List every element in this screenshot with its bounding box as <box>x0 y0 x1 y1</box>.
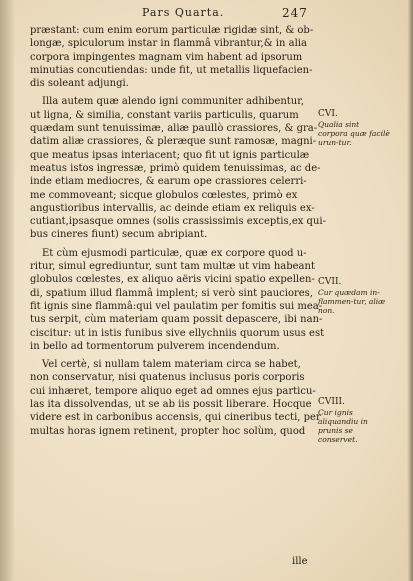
page-number: 247 <box>282 6 308 20</box>
text-line: Illa autem quæ alendo igni communiter adhibentur, <box>42 96 305 108</box>
text-line: ritur, simul egrediuntur, sunt tam multæ ut vim habeant <box>30 261 315 273</box>
margin-note-number: CVII. <box>318 277 342 287</box>
running-title: Pars Quarta. <box>142 6 225 19</box>
margin-note <box>318 278 390 315</box>
text-line: fit ignis sine flammâ:qui vel paulatim per fomitis sui mea- <box>30 300 323 312</box>
text-line: me commoveant; sicque globulos cœlestes, primò ex <box>30 189 298 201</box>
paragraph-106 <box>30 95 326 241</box>
text-line: bus cineres fiunt) secum abripiant. <box>30 229 208 241</box>
margin-note <box>318 398 390 444</box>
text-line: dis soleant adjungi. <box>30 78 129 90</box>
main-text <box>30 24 326 438</box>
text-line: tus serpit, cùm materiam quam possit depascere, ibi nan- <box>30 314 323 326</box>
margin-note <box>318 110 390 147</box>
text-line: longæ, spiculorum instar in flammâ vibrantur,& in alia <box>30 38 307 50</box>
text-line: Et cùm ejusmodi particulæ, quæ ex corpore quod u- <box>42 247 307 259</box>
text-line: angustioribus intervallis, ac deinde etiam ex reliquis ex- <box>30 202 315 214</box>
margin-note-number: CVI. <box>318 109 338 119</box>
text-line: di, spatium illud flammâ implent; si verò sint pauciores, <box>30 287 313 299</box>
paragraph <box>30 24 312 90</box>
text-line: datim aliæ crassiores, & pleræque sunt ramosæ, magni- <box>30 136 317 148</box>
binding-gutter <box>0 0 14 581</box>
text-line: Vel certè, si nullam talem materiam circa se habet, <box>42 359 301 371</box>
margin-note-text: Qualia sint corpora quæ facilè urun-tur. <box>318 120 390 147</box>
text-line: videre est in carbonibus accensis, qui cineribus tecti, per <box>30 412 321 424</box>
paragraph-107 <box>30 247 325 353</box>
running-header <box>0 6 413 20</box>
margin-note-text: Cur ignis aliquandiu in prunis se conservet. <box>318 408 368 444</box>
text-line: multas horas ignem retinent, propter hoc solùm, quod <box>30 425 306 437</box>
text-line: corpora impingentes magnam vim habent ad ipsorum <box>30 51 303 63</box>
text-line: que meatus ipsas interiacent; quo fit ut ignis particulæ <box>30 149 310 161</box>
margin-note-text: Cur quædam in-flammen-tur, aliæ non. <box>318 288 386 315</box>
text-line: quædam sunt tenuissimæ, aliæ paullò crassiores, & gra- <box>30 123 318 135</box>
paragraph-108 <box>30 358 321 438</box>
text-line: in bello ad tormentorum pulverem incendendum. <box>30 340 280 352</box>
text-line: las ita dissolvendas, ut se ab iis possit liberare. Hocque <box>30 399 312 411</box>
text-line: cui inhæret, tempore aliquo eget ad omnes ejus particu- <box>30 385 316 397</box>
text-line: non conservatur, nisi quatenus inclusus poris corporis <box>30 372 305 384</box>
text-line: ciscitur: ut in istis funibus sive ellychniis quorum usus est <box>30 327 325 339</box>
page-edge <box>407 0 413 581</box>
text-line: minutias concutiendas: unde fit, ut metallis liquefacien- <box>30 64 313 76</box>
text-line: ut ligna, & similia, constant variis particulis, quarum <box>30 109 299 121</box>
margin-note-number: CVIII. <box>318 397 345 407</box>
text-line: præstant: cum enim eorum particulæ rigidæ sint, & ob- <box>30 25 314 36</box>
text-line: meatus istos ingressæ, primò quidem tenuissimas, ac de- <box>30 162 321 174</box>
text-line: globulos cœlestes, ex aliquo aëris vicini spatio expellen- <box>30 274 315 286</box>
catchword: ille <box>292 556 308 567</box>
text-line: cutiant,ipsasque omnes (solis crassissimis exceptis,ex qui- <box>30 216 326 228</box>
text-line: inde etiam mediocres, & earum ope crassiores celerri- <box>30 176 307 188</box>
